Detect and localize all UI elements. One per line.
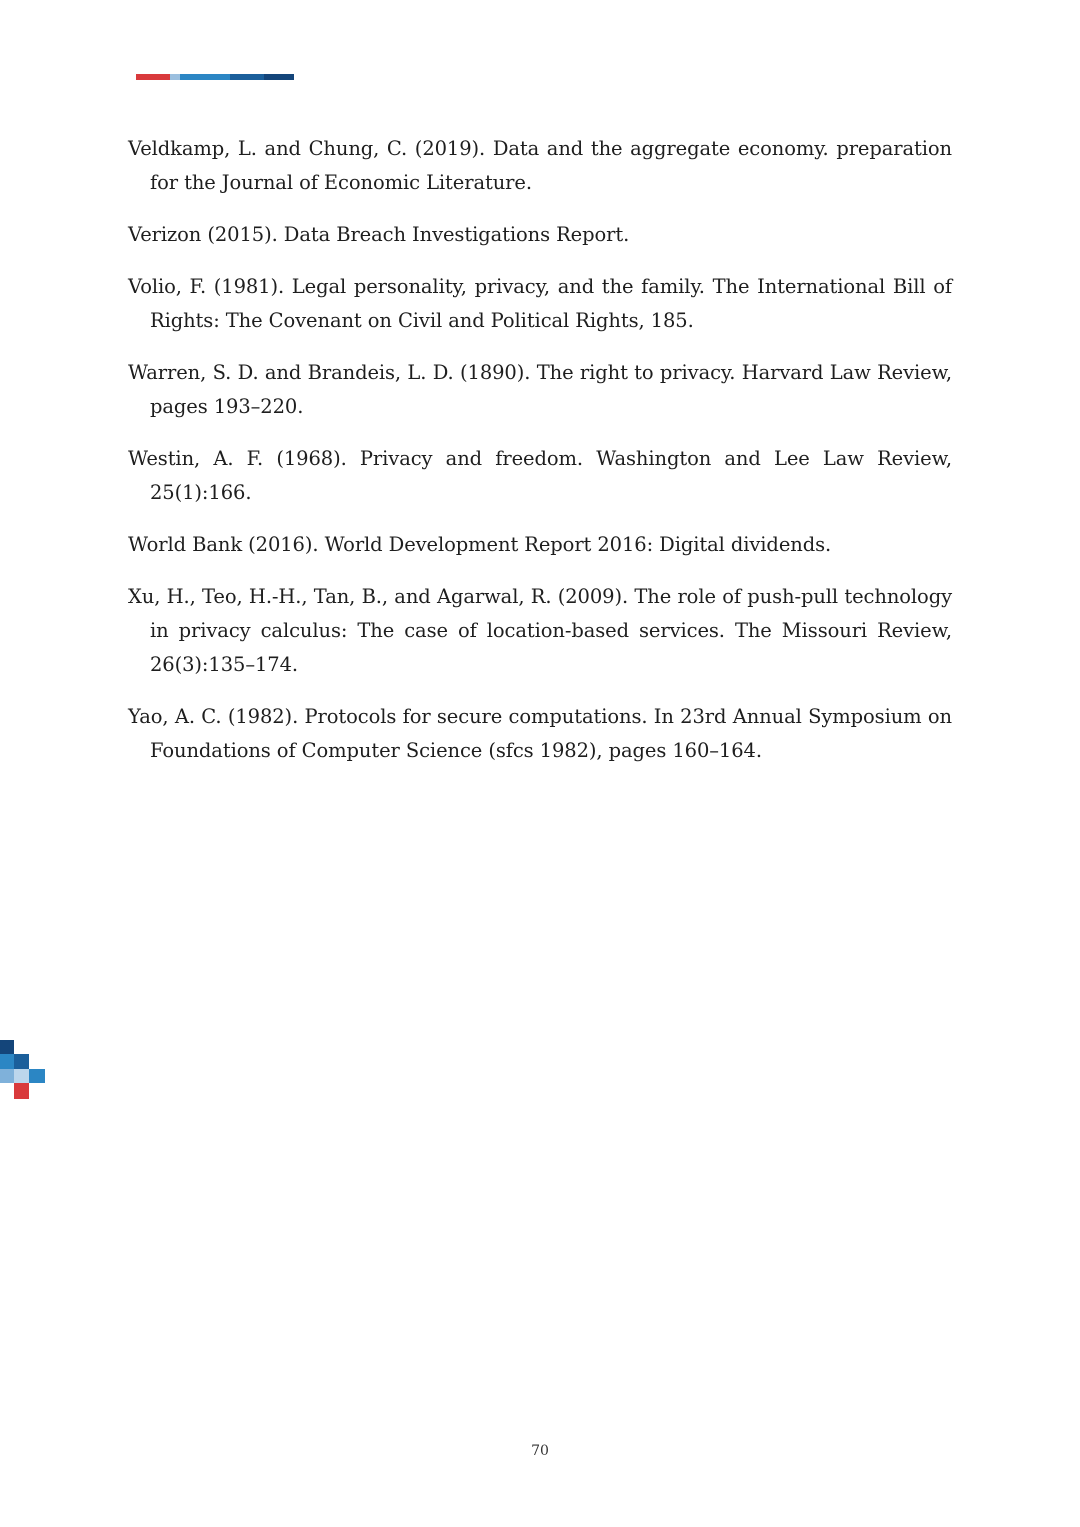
reference-entry: World Bank (2016). World Development Report 2016: Digital dividends. (128, 533, 832, 556)
pixel-square (0, 1040, 14, 1054)
reference-entry: Veldkamp, L. and Chung, C. (2019). Data and the aggregate economy. preparation for the Journal of Economic Literature. (128, 137, 952, 194)
header-bar-navy-segment (264, 74, 294, 80)
reference-entry: Xu, H., Teo, H.-H., Tan, B., and Agarwal, R. (2009). The role of push-pull technology in privacy calculus: The case of location-based services. The Missouri Review, 26(3):135–174. (128, 585, 952, 676)
reference-entry: Volio, F. (1981). Legal personality, privacy, and the family. The International Bill of Rights: The Covenant on Civil and Political Rights, 185. (128, 275, 952, 332)
pixel-square (29, 1069, 45, 1083)
reference-entry: Verizon (2015). Data Breach Investigations Report. (128, 223, 630, 246)
header-bar-light-blue-segment (170, 74, 180, 80)
reference-entry: Warren, S. D. and Brandeis, L. D. (1890). The right to privacy. Harvard Law Review, pages 193–220. (128, 361, 952, 418)
pixel-square (14, 1054, 29, 1069)
page-number: 70 (531, 1443, 549, 1459)
pixel-square (0, 1054, 14, 1069)
pixel-square (14, 1083, 29, 1099)
header-bar-blue-segment (180, 74, 230, 80)
reference-entry: Yao, A. C. (1982). Protocols for secure computations. In 23rd Annual Symposium on Foundations of Computer Science (sfcs 1982), pages 160–164. (128, 705, 952, 762)
pixel-square (14, 1069, 29, 1083)
pixel-square (0, 1069, 14, 1083)
header-bar-dark-blue-segment (230, 74, 264, 80)
header-color-bar (136, 74, 294, 80)
reference-list (128, 132, 952, 786)
header-bar-red-segment (136, 74, 170, 80)
reference-entry: Westin, A. F. (1968). Privacy and freedom. Washington and Lee Law Review, 25(1):166. (128, 447, 952, 504)
decorative-pixel-mark (0, 1040, 46, 1104)
